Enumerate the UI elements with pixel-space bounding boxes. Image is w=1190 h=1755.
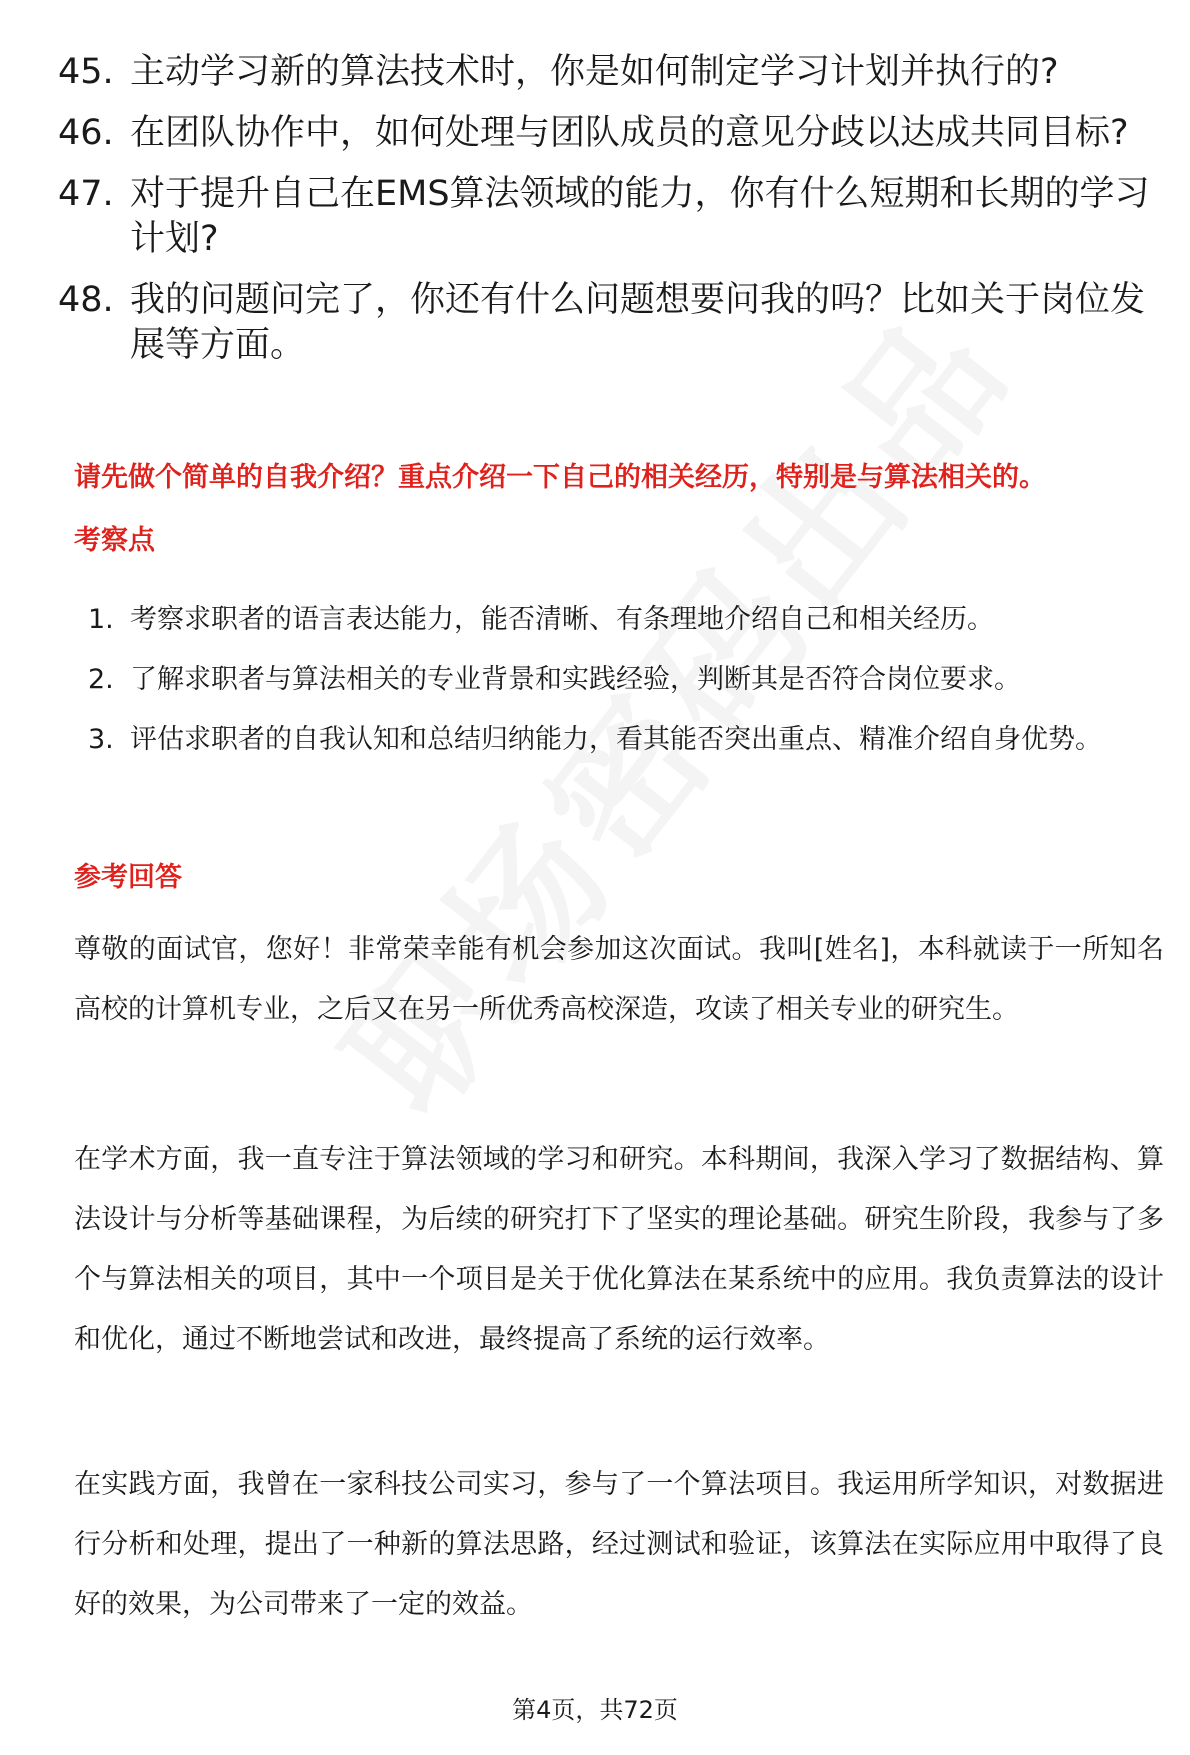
question-number: 45. <box>58 52 114 92</box>
question-item <box>58 172 1168 262</box>
question-text: 对于提升自己在EMS算法领域的能力，你有什么短期和长期的学习计划? <box>130 174 1150 259</box>
reference-answer-heading: 参考回答 <box>74 862 182 893</box>
question-number: 47. <box>58 174 114 214</box>
assessment-point <box>88 650 1168 710</box>
assessment-points <box>88 590 1168 770</box>
question-number: 46. <box>58 113 114 153</box>
main-question-heading: 请先做个简单的自我介绍？重点介绍一下自己的相关经历，特别是与算法相关的。 <box>74 462 1046 493</box>
point-text: 了解求职者与算法相关的专业背景和实践经验，判断其是否符合岗位要求。 <box>130 664 1021 695</box>
answer-paragraph: 在实践方面，我曾在一家科技公司实习，参与了一个算法项目。我运用所学知识，对数据进行分析和处理，提出了一种新的算法思路，经过测试和验证，该算法在实际应用中取得了良好的效果，为公司带来了一定的效益。 <box>74 1469 1164 1620</box>
answer-paragraph: 在学术方面，我一直专注于算法领域的学习和研究。本科期间，我深入学习了数据结构、算法设计与分析等基础课程，为后续的研究打下了坚实的理论基础。研究生阶段，我参与了多个与算法相关的项目，其中一个项目是关于优化算法在某系统中的应用。我负责算法的设计和优化，通过不断地尝试和改进，最终提高了系统的运行效率。 <box>74 1144 1164 1355</box>
point-text: 评估求职者的自我认知和总结归纳能力，看其能否突出重点、精准介绍自身优势。 <box>130 724 1102 755</box>
question-item <box>58 278 1168 368</box>
question-number: 48. <box>58 280 114 320</box>
point-number: 1. <box>88 604 114 635</box>
answer-paragraph: 尊敬的面试官，您好！非常荣幸能有机会参加这次面试。我叫[姓名]，本科就读于一所知名高校的计算机专业，之后又在另一所优秀高校深造，攻读了相关专业的研究生。 <box>74 934 1164 1025</box>
point-number: 3. <box>88 724 114 755</box>
assessment-point <box>88 710 1168 770</box>
point-number: 2. <box>88 664 114 695</box>
kaochadian-heading: 考察点 <box>74 525 155 556</box>
question-item <box>58 111 1168 156</box>
question-text: 我的问题问完了，你还有什么问题想要问我的吗？比如关于岗位发展等方面。 <box>130 280 1146 365</box>
question-list <box>58 50 1168 384</box>
question-item <box>58 50 1168 95</box>
question-text: 在团队协作中，如何处理与团队成员的意见分歧以达成共同目标? <box>130 113 1129 153</box>
page-footer: 第4页，共72页 <box>512 1696 678 1724</box>
assessment-point <box>88 590 1168 650</box>
point-text: 考察求职者的语言表达能力，能否清晰、有条理地介绍自己和相关经历。 <box>130 604 994 635</box>
question-text: 主动学习新的算法技术时，你是如何制定学习计划并执行的? <box>130 52 1059 92</box>
